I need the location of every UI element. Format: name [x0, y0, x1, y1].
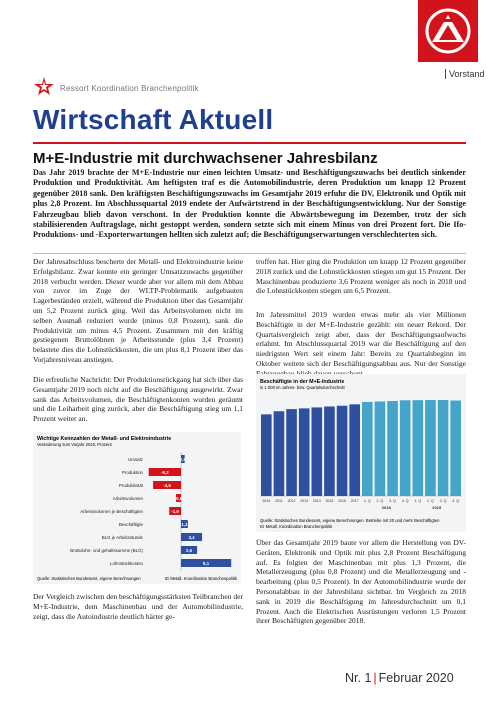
column-bar	[400, 400, 411, 496]
value-label: 8,1	[203, 561, 210, 566]
column-bar	[299, 408, 310, 496]
issue-separator: |	[373, 671, 377, 685]
category-label: BLG je Arbeitsstunde	[101, 535, 143, 540]
tick-label: 2016	[338, 499, 347, 503]
paragraph: Der Jahresabschluss bescherte der Metall- und Elektroindustrie keine Erfolgsbilanz. Zwar konnte ein geringer Umsatzzuwachs gegenüber 2018 verbucht werden. Dieser wurde aber vor allem mit dem Abbau von zuvor im Zuge der WLTP-Problematik aufgebauten Lagerbeständen erzielt, während die Produktion über das Gesamtjahr um 5,2 Prozent zurück ging. Weil das Arbeitsvolumen nicht im selben Ausmaß reduziert wurde (minus 0,8 Prozent), sank die Produktivität um minus 4,5 Prozent. Zusammen mit den kräftig gestiegenen Bruttolöhnen je Arbeitsstunde (plus 3,4 Prozent) belastete dies die Lohnstückkosten, die um plus 8,1 Prozent über das Vorjahresniveau anstiegen.	[33, 257, 243, 364]
tick-label: 2. Q	[427, 499, 434, 503]
tick-label: 2012	[287, 499, 296, 503]
value-label: 0,6	[179, 457, 186, 462]
vorstand-label: Vorstand	[445, 69, 485, 79]
article-headline: M+E-Industrie mit durchwachsener Jahresbilanz	[33, 150, 378, 167]
publication-title: Wirtschaft Aktuell	[33, 104, 274, 135]
category-label: Beschäftigte	[118, 522, 143, 527]
column-bar	[375, 401, 386, 496]
column-left-paragraph-3	[33, 592, 243, 626]
chart-beschaeftigte-svg	[256, 374, 466, 532]
column-bar	[324, 406, 335, 496]
tick-label: 2. Q	[376, 499, 384, 503]
tick-label: 4. Q	[452, 499, 460, 503]
tick-label: 1. Q	[414, 499, 422, 503]
chart-credit: IG Metall, Koordination Branchenpolitik	[164, 576, 237, 581]
group-label: 2018	[381, 505, 391, 510]
category-label: Umsatz	[128, 457, 143, 462]
value-label: -5,2	[161, 470, 169, 475]
tick-label: 2011	[275, 499, 283, 503]
ressort-label: Ressort Koordination Branchenpolitik	[60, 84, 199, 93]
lead-divider	[33, 253, 466, 254]
ig-metall-logo	[418, 0, 478, 62]
value-label: -1,9	[171, 509, 179, 514]
issue-number: Nr. 1	[345, 671, 372, 685]
tick-label: 2013	[300, 499, 309, 503]
tick-label: 3. Q	[389, 499, 396, 503]
column-bar	[274, 411, 285, 496]
column-bar	[286, 409, 297, 496]
paragraph: Der Vergleich zwischen den beschäftigungsstärksten Teilbranchen der M+E-Industrie, dem Maschinenbau und der Automobilindustrie, zeigt, dass die Autoindustrie deutlich härter ge-	[33, 592, 243, 621]
paragraph: troffen hat. Hier ging die Produktion um knapp 12 Prozent gegenüber 2018 zurück und die Lohnstückkosten stiegen um gut 15 Prozent. Der Maschinenbau produzierte 3,6 Prozent weniger als noch in 2018 und die Lohnstückkosten stiegen um 6,5 Prozent.	[256, 257, 466, 296]
column-right-paragraph-1	[256, 257, 466, 301]
chart-subtitle: in 1.000 im Jahres- bzw. Quartalsdurchschnitt	[260, 385, 345, 390]
chart-subtitle: Veränderung zum Vorjahr 2019, Prozent	[37, 442, 112, 447]
issue-info	[345, 671, 454, 685]
chart-kennzahlen	[33, 432, 241, 584]
column-bar	[261, 414, 272, 496]
paragraph: Die erfreuliche Nachricht: Der Produktionsrückgang hat sich über das Gesamtjahr 2019 noch nicht auf die Beschäftigung ausgewirkt. Zwar sank das Arbeitsvolumen, die Beschäftigtenkonten wurden geräumt und die Leiharbeit ging zurück, aber die Beschäftigung stieg um 1,1 Prozent weiter an.	[33, 375, 243, 424]
column-right-paragraph-2	[256, 310, 466, 384]
category-label: Lohnstückkosten	[110, 561, 143, 566]
category-label: Produktivität	[118, 483, 143, 488]
column-left-paragraph-2	[33, 375, 243, 429]
column-bar	[387, 401, 398, 496]
column-bar	[425, 400, 436, 496]
column-bar	[438, 400, 449, 496]
column-left-paragraph-1	[33, 257, 243, 370]
chart-source: Quelle: Statistisches Bundesamt, eigene Berechnungen. Betriebe mit 20 und mehr Beschäftigten	[260, 518, 440, 523]
tick-label: 2010	[262, 499, 271, 503]
paragraph: Im Jahresmittel 2019 wurden etwas mehr als vier Millionen Beschäftigte in der M+E-Industrie gezählt: ein neuer Rekord. Der Quartalsvergleich zeigt aber, dass der Beschäftigungsaufwuchs erlahmt. Im Abschlussquartal 2019 war die Beschäftigung auf den niedrigsten Wert seit einem Jahr: Bereits zu Quartalsbeginn im Oktober weitete sich der Beschäftigungsabbau aus. Nur der Sonstige	[256, 310, 466, 368]
category-label: Bruttolohn- und gehaltssumme (BLG)	[70, 548, 143, 553]
value-label: 3,4	[188, 535, 195, 540]
category-label: Produktion	[122, 470, 143, 475]
value-label: 1,1	[181, 522, 188, 527]
tick-label: 2014	[312, 499, 321, 503]
tick-label: 4. Q	[401, 499, 409, 503]
column-right-paragraph-3	[256, 538, 466, 631]
column-bar	[312, 407, 323, 496]
tick-label: 2017	[350, 499, 359, 503]
value-label: 2,6	[186, 548, 193, 553]
column-bar	[450, 401, 461, 496]
chart-title: Wichtige Kennzahlen der Metall- und Elektroindustrie	[37, 436, 172, 442]
group-label: 2019	[432, 505, 442, 510]
tick-label: 2015	[325, 499, 334, 503]
ressort-star-icon	[32, 76, 56, 101]
paragraph: Über das Gesamtjahr 2019 baute vor allem die Herstellung von DV-Geräten, Elektronik und Optik mit plus 2,8 Prozent Beschäftigung auf. Es folgten der Maschinenbau mit plus 1,3 Prozent, die Metallerzeugung (plus 0,8 Prozent) und die Metallerzeugung und -bearbeitung (plus 0,5 Prozent). In der Automobilindustrie wurde der Personalabbau in der Jahresbilanz sichtbar. Im Vergleich zu 2018 sank in 2019 die Beschäftigung im Jahresdurchschnitt um 0,1 Prozent. Auch die Elektrischen Ausrüstungen verloren 1,5 Prozent ihrer Beschäftigten gegenüber 2018.	[256, 538, 466, 626]
chart-beschaeftigte	[256, 374, 466, 532]
value-label: -0,8	[174, 496, 183, 501]
category-label: Arbeitsvolumen	[112, 496, 143, 501]
logo-mark-icon	[423, 6, 473, 56]
tick-label: 1. Q	[363, 499, 371, 503]
column-bar	[413, 400, 424, 496]
column-bar	[349, 404, 360, 496]
chart-title: Beschäftigte in der M+E-Industrie	[260, 379, 345, 385]
issue-date: Februar 2020	[378, 671, 454, 685]
title-rule	[33, 142, 466, 144]
column-bar	[362, 402, 373, 496]
chart-source: Quelle: Statistisches Bundesamt, eigene Berechnungen	[37, 576, 141, 581]
category-label: Arbeitsvolumen je Beschäftigten	[80, 509, 143, 514]
chart-kennzahlen-svg	[33, 432, 241, 584]
column-bar	[337, 406, 348, 496]
chart-credit: IG Metall, Koordination Branchenpolitik	[260, 524, 333, 529]
article-lead: Das Jahr 2019 brachte der M+E-Industrie nur einen leichten Umsatz- und Beschäftigungszuwachs bei deutlich sinkender Produktion und Produktivität. Am heftigsten traf es die Automobilindustrie, deren Produktion um knapp 12 Prozent gegenüber 2018 sank. Den kräftigsten Beschäftigungszuwachs im Gesamtjahr 2019 erfuhr die DV, Elektronik und Optik mit plus 2,8 Prozent. Im Abschlussquartal 2019 endete der Aufwärtstrend in der Beschäftigungsentwicklung. Nur der Sonstige Fahrzeugbau blieb davon verschont. In der Produktion konnte die Abwärtsbewegung im Dezember, trotz der sich stabilisierenden Auftragslage, nicht gestoppt werden, sondern setzte sich mit einem Minus von drei Prozent fort. Die Ifo-Produktions- und -Exporterwartungen hellten sich zuletzt auf; die Beschäftigungserwartungen verschlechterten sich.	[33, 168, 466, 240]
value-label: -4,5	[163, 483, 171, 488]
tick-label: 3. Q	[439, 499, 447, 503]
